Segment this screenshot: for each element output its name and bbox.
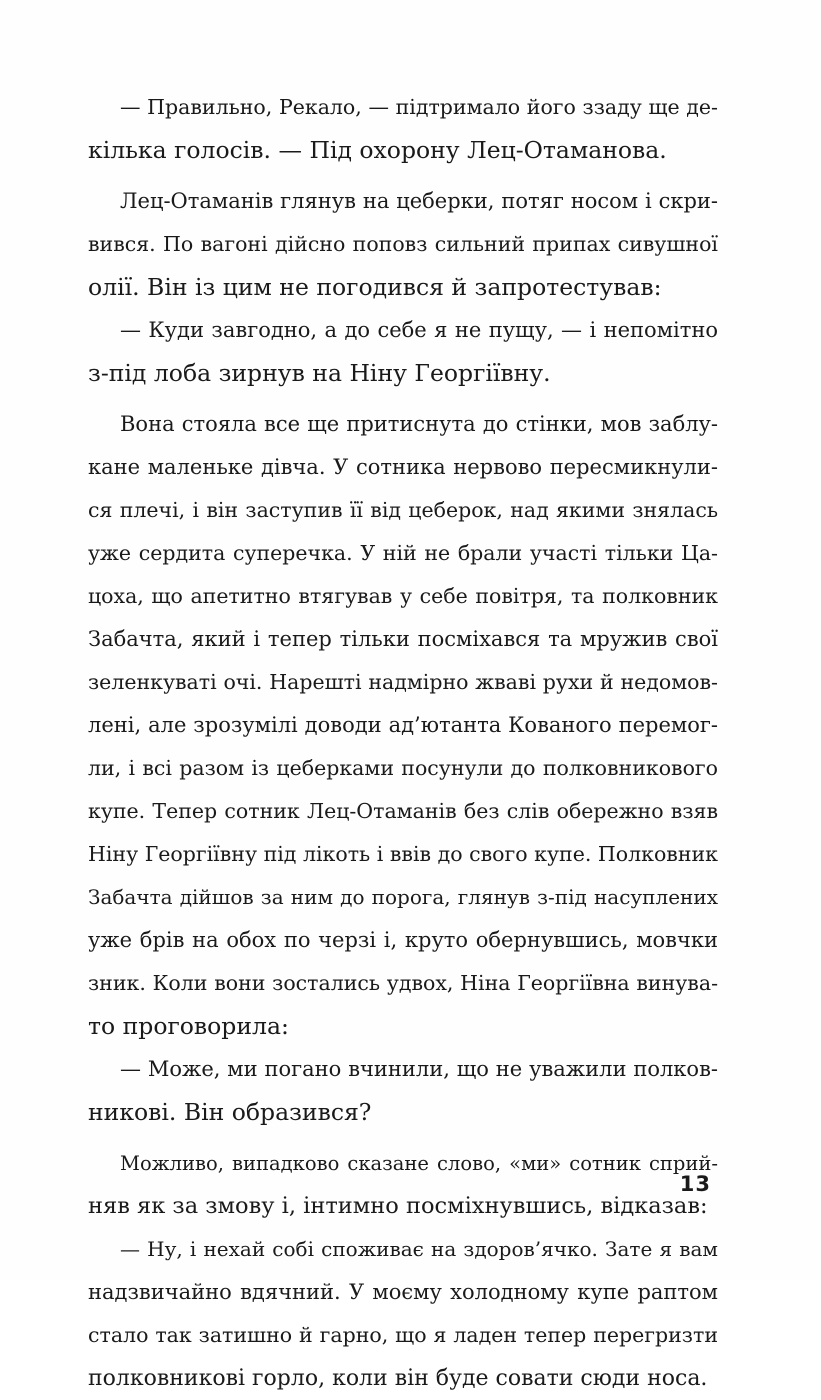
text-line: ли, і всі разом із цеберками посунули до полковникового — [88, 756, 718, 780]
text-line: Лец-Отаманів глянув на цеберки, потяг носом і скри- — [120, 189, 718, 213]
text-line: уже сердита суперечка. У ній не брали участі тільки Ца- — [88, 541, 718, 565]
paragraph — [88, 180, 718, 309]
text-line: купе. Тепер сотник Лец-Отаманів без слів обережно взяв — [88, 799, 718, 823]
text-line: Забачта дійшов за ним до порога, глянув з-під насуплених — [88, 885, 718, 909]
text-line: то проговорила: — [88, 1012, 289, 1040]
paragraph — [88, 1048, 718, 1134]
text-line: зеленкуваті очі. Нарешті надмірно жваві рухи й недомов- — [88, 670, 718, 694]
text-line: — Правильно, Рекало, — підтримало його ззаду ще де- — [120, 95, 718, 119]
text-line: ся плечі, і він заступив її від цеберок, над якими знялась — [88, 498, 718, 522]
text-line: кілька голосів. — Під охорону Лец-Отаманова. — [88, 136, 667, 164]
text-line: — Може, ми погано вчинили, що не уважили полков- — [120, 1057, 718, 1081]
text-line: няв як за змову і, інтимно посміхнувшись, відказав: — [88, 1193, 708, 1219]
text-line: з-під лоба зирнув на Ніну Георгіївну. — [88, 359, 551, 387]
text-line: лені, але зрозумілі доводи ад’ютанта Кованого перемог- — [88, 713, 718, 737]
text-line: Ніну Георгіївну під лікоть і ввів до свого купе. Полковник — [88, 842, 718, 866]
text-line: кане маленьке дівча. У сотника нервово пересмикнули- — [88, 455, 718, 479]
text-line: уже брів на обох по черзі і, круто обернувшись, мовчки — [88, 928, 718, 952]
text-line: вився. По вагоні дійсно поповз сильний припах сивушної — [88, 232, 718, 256]
text-line: — Куди завгодно, а до себе я не пущу, — і непомітно — [120, 318, 718, 342]
text-line: Можливо, випадково сказане слово, «ми» сотник сприй- — [120, 1152, 718, 1175]
text-line: Вона стояла все ще притиснута до стінки, мов заблу- — [120, 412, 718, 436]
paragraph — [88, 309, 718, 395]
text-line: стало так затишно й гарно, що я ладен тепер перегризти — [88, 1323, 718, 1347]
body-text — [88, 86, 718, 1400]
text-line: никові. Він образився? — [88, 1098, 372, 1126]
paragraph — [88, 1142, 718, 1228]
text-line: цоха, що апетитно втягував у себе повітря, та полковник — [88, 584, 718, 608]
text-line: зник. Коли вони зостались удвох, Ніна Георгіївна винува- — [88, 971, 718, 995]
paragraph — [88, 1228, 718, 1400]
text-line: Забачта, який і тепер тільки посміхався та мружив свої — [88, 627, 718, 651]
text-line: надзвичайно вдячний. У моєму холодному купе раптом — [88, 1280, 718, 1304]
paragraph — [88, 403, 718, 1048]
text-line: — Ну, і нехай собі споживає на здоров’ячко. Зате я вам — [120, 1237, 718, 1261]
text-line: полковникові горло, коли він буде совати сюди носа. — [88, 1366, 708, 1391]
text-line: олії. Він із цим не погодився й запротестував: — [88, 273, 662, 301]
paragraph — [88, 86, 718, 172]
page-number: 13 — [679, 1172, 711, 1196]
